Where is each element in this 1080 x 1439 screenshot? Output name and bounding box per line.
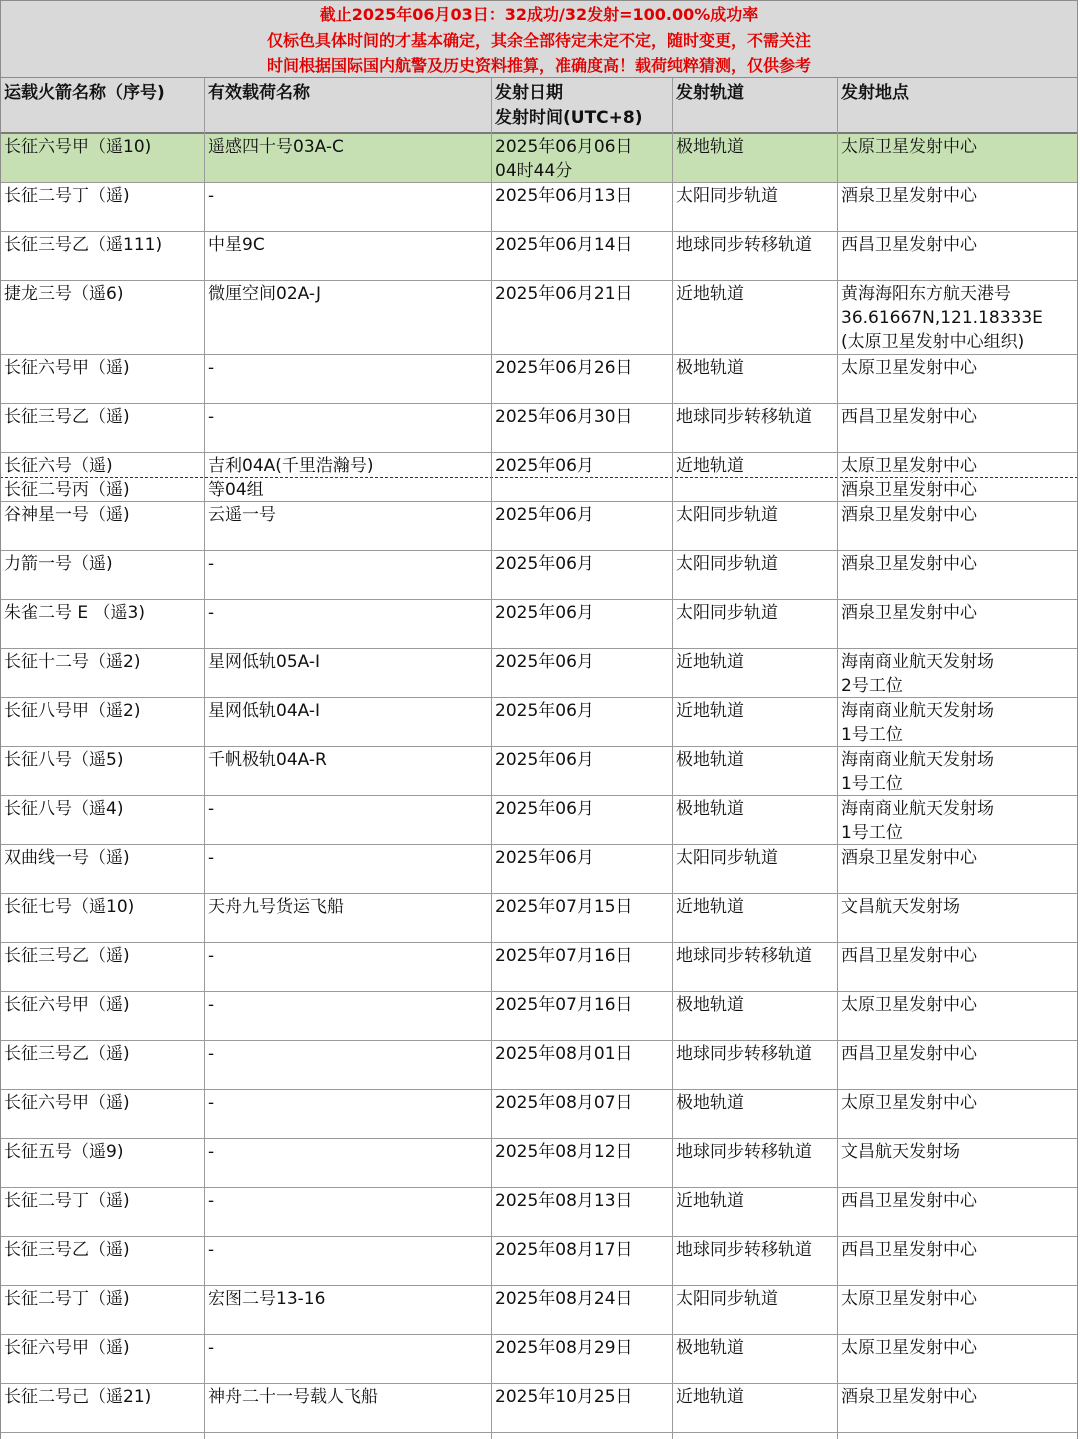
payload-text: 云遥一号 xyxy=(208,505,276,525)
notice-line-success-rate: 截止2025年06月03日：32成功/32发射=100.00%成功率 xyxy=(319,5,759,24)
column-divider xyxy=(204,78,205,1439)
table-frame xyxy=(0,78,1078,1439)
orbit-text: 极地轨道 xyxy=(676,750,744,770)
site-text: 酒泉卫星发射中心 xyxy=(841,848,977,868)
site-text: 太原卫星发射中心 xyxy=(841,1289,977,1309)
column-divider xyxy=(491,78,492,1439)
payload-text: - xyxy=(208,186,215,206)
site-text: 海南商业航天发射场 xyxy=(841,701,994,721)
orbit-text: 地球同步转移轨道 xyxy=(676,1044,812,1064)
payload-text: - xyxy=(208,1240,215,1260)
date-text: 2025年08月17日 xyxy=(495,1240,633,1260)
date-text: 2025年08月01日 xyxy=(495,1044,633,1064)
date-text: 2025年08月13日 xyxy=(495,1191,633,1211)
site-text: 酒泉卫星发射中心 xyxy=(841,505,977,525)
orbit-text: 近地轨道 xyxy=(676,284,744,304)
site-text: 酒泉卫星发射中心 xyxy=(841,554,977,574)
rocket-text: 长征六号甲（遥) xyxy=(4,995,130,1015)
date-text: 2025年07月16日 xyxy=(495,946,633,966)
site-text: 太原卫星发射中心 xyxy=(841,358,977,378)
date-text: 2025年06月14日 xyxy=(495,235,633,255)
payload-text: 千帆极轨04A-R xyxy=(208,750,327,770)
notice-banner xyxy=(0,0,1078,78)
orbit-text: 太阳同步轨道 xyxy=(676,848,778,868)
site-text: (太原卫星发射中心组织) xyxy=(841,332,1025,352)
rocket-text: 长征六号甲（遥) xyxy=(4,1338,130,1358)
site-text: 西昌卫星发射中心 xyxy=(841,1044,977,1064)
payload-text: - xyxy=(208,1142,215,1162)
site-text: 酒泉卫星发射中心 xyxy=(841,480,977,500)
date-text: 2025年06月06日 xyxy=(495,137,633,157)
payload-text: - xyxy=(208,799,215,819)
header-rocket: 运载火箭名称（序号) xyxy=(4,83,165,103)
orbit-text: 地球同步转移轨道 xyxy=(676,1142,812,1162)
site-text: 海南商业航天发射场 xyxy=(841,652,994,672)
rocket-text: 长征二号己（遥21) xyxy=(4,1387,152,1407)
orbit-text: 近地轨道 xyxy=(676,1387,744,1407)
orbit-text: 太阳同步轨道 xyxy=(676,554,778,574)
payload-text: - xyxy=(208,1191,215,1211)
date-text: 2025年06月26日 xyxy=(495,358,633,378)
header-time-label: 发射时间(UTC+8) xyxy=(495,108,643,128)
payload-text: - xyxy=(208,358,215,378)
rocket-text: 长征五号（遥9) xyxy=(4,1142,124,1162)
orbit-text: 极地轨道 xyxy=(676,1338,744,1358)
date-text: 04时44分 xyxy=(495,161,573,181)
date-text: 2025年06月 xyxy=(495,701,594,721)
date-text: 2025年06月 xyxy=(495,652,594,672)
rocket-text: 长征二号丙（遥) xyxy=(4,480,130,500)
column-divider xyxy=(837,78,838,1439)
site-text: 太原卫星发射中心 xyxy=(841,1338,977,1358)
payload-text: 吉利04A(千里浩瀚号) xyxy=(208,456,374,476)
date-text: 2025年08月12日 xyxy=(495,1142,633,1162)
rocket-text: 双曲线一号（遥) xyxy=(4,848,130,868)
payload-text: 神舟二十一号载人飞船 xyxy=(208,1387,378,1407)
payload-text: 星网低轨05A-I xyxy=(208,652,321,672)
rocket-text: 长征八号甲（遥2) xyxy=(4,701,141,721)
orbit-text: 太阳同步轨道 xyxy=(676,1289,778,1309)
header-site: 发射地点 xyxy=(841,83,909,103)
orbit-text: 地球同步转移轨道 xyxy=(676,407,812,427)
date-text: 2025年06月 xyxy=(495,505,594,525)
date-text: 2025年10月25日 xyxy=(495,1387,633,1407)
rocket-text: 长征六号（遥) xyxy=(4,456,113,476)
payload-text: - xyxy=(208,1093,215,1113)
date-text: 2025年06月13日 xyxy=(495,186,633,206)
date-text: 2025年07月16日 xyxy=(495,995,633,1015)
date-text: 2025年06月 xyxy=(495,554,594,574)
orbit-text: 太阳同步轨道 xyxy=(676,603,778,623)
payload-text: 微厘空间02A-J xyxy=(208,284,321,304)
site-text: 36.61667N,121.18333E xyxy=(841,308,1043,328)
rocket-text: 长征三号乙（遥) xyxy=(4,946,130,966)
header-orbit: 发射轨道 xyxy=(676,83,744,103)
rocket-text: 长征三号乙（遥) xyxy=(4,407,130,427)
payload-text: 遥感四十号03A-C xyxy=(208,137,344,157)
site-text: 太原卫星发射中心 xyxy=(841,456,977,476)
payload-text: - xyxy=(208,848,215,868)
rocket-text: 长征二号丁（遥) xyxy=(4,186,130,206)
orbit-text: 极地轨道 xyxy=(676,995,744,1015)
payload-text: 天舟九号货运飞船 xyxy=(208,897,344,917)
date-text: 2025年07月15日 xyxy=(495,897,633,917)
header-payload: 有效载荷名称 xyxy=(208,83,310,103)
site-text: 1号工位 xyxy=(841,725,903,745)
site-text: 太原卫星发射中心 xyxy=(841,995,977,1015)
date-text: 2025年08月29日 xyxy=(495,1338,633,1358)
orbit-text: 地球同步转移轨道 xyxy=(676,235,812,255)
site-text: 西昌卫星发射中心 xyxy=(841,235,977,255)
site-text: 太原卫星发射中心 xyxy=(841,137,977,157)
orbit-text: 极地轨道 xyxy=(676,799,744,819)
date-text: 2025年06月 xyxy=(495,799,594,819)
payload-text: - xyxy=(208,1338,215,1358)
date-text: 2025年06月 xyxy=(495,456,594,476)
site-text: 文昌航天发射场 xyxy=(841,897,960,917)
rocket-text: 长征十二号（遥2) xyxy=(4,652,141,672)
payload-text: - xyxy=(208,1044,215,1064)
site-text: 酒泉卫星发射中心 xyxy=(841,603,977,623)
date-text: 2025年08月07日 xyxy=(495,1093,633,1113)
orbit-text: 太阳同步轨道 xyxy=(676,186,778,206)
site-text: 海南商业航天发射场 xyxy=(841,799,994,819)
notice-line-disclaimer: 仅标色具体时间的才基本确定，其余全部待定未定不定，随时变更，不需关注 xyxy=(266,31,811,50)
notice-line-source: 时间根据国际国内航警及历史资料推算，准确度高！载荷纯粹猜测，仅供参考 xyxy=(266,56,811,75)
column-divider xyxy=(672,78,673,1439)
rocket-text: 力箭一号（遥) xyxy=(4,554,113,574)
rocket-text: 长征八号（遥4) xyxy=(4,799,124,819)
orbit-text: 近地轨道 xyxy=(676,456,744,476)
payload-text: 宏图二号13-16 xyxy=(208,1289,326,1309)
rocket-text: 长征三号乙（遥) xyxy=(4,1240,130,1260)
site-text: 1号工位 xyxy=(841,823,903,843)
site-text: 海南商业航天发射场 xyxy=(841,750,994,770)
site-text: 黄海海阳东方航天港号 xyxy=(841,284,1011,304)
orbit-text: 极地轨道 xyxy=(676,358,744,378)
payload-text: - xyxy=(208,603,215,623)
rocket-text: 谷神星一号（遥) xyxy=(4,505,130,525)
payload-text: - xyxy=(208,407,215,427)
date-text: 2025年06月 xyxy=(495,848,594,868)
rocket-text: 捷龙三号（遥6) xyxy=(4,284,124,304)
payload-text: 等04组 xyxy=(208,480,264,500)
date-text: 2025年06月21日 xyxy=(495,284,633,304)
orbit-text: 近地轨道 xyxy=(676,701,744,721)
orbit-text: 近地轨道 xyxy=(676,652,744,672)
rocket-text: 长征七号（遥10) xyxy=(4,897,135,917)
payload-text: 星网低轨04A-I xyxy=(208,701,321,721)
payload-text: - xyxy=(208,554,215,574)
date-text: 2025年06月30日 xyxy=(495,407,633,427)
rocket-text: 长征六号甲（遥) xyxy=(4,358,130,378)
site-text: 2号工位 xyxy=(841,676,903,696)
orbit-text: 地球同步转移轨道 xyxy=(676,1240,812,1260)
rocket-text: 长征三号乙（遥) xyxy=(4,1044,130,1064)
site-text: 西昌卫星发射中心 xyxy=(841,1240,977,1260)
site-text: 西昌卫星发射中心 xyxy=(841,1191,977,1211)
orbit-text: 极地轨道 xyxy=(676,1093,744,1113)
date-text: 2025年06月 xyxy=(495,750,594,770)
rocket-text: 长征六号甲（遥) xyxy=(4,1093,130,1113)
orbit-text: 近地轨道 xyxy=(676,1191,744,1211)
date-text: 2025年06月 xyxy=(495,603,594,623)
site-text: 西昌卫星发射中心 xyxy=(841,407,977,427)
site-text: 酒泉卫星发射中心 xyxy=(841,186,977,206)
rocket-text: 长征三号乙（遥111) xyxy=(4,235,163,255)
payload-text: - xyxy=(208,946,215,966)
rocket-text: 长征二号丁（遥) xyxy=(4,1289,130,1309)
site-text: 太原卫星发射中心 xyxy=(841,1093,977,1113)
site-text: 酒泉卫星发射中心 xyxy=(841,1387,977,1407)
rocket-text: 长征八号（遥5) xyxy=(4,750,124,770)
rocket-text: 长征二号丁（遥) xyxy=(4,1191,130,1211)
site-text: 西昌卫星发射中心 xyxy=(841,946,977,966)
payload-text: - xyxy=(208,995,215,1015)
rocket-text: 长征六号甲（遥10) xyxy=(4,137,152,157)
rocket-text: 朱雀二号 E （遥3) xyxy=(4,603,145,623)
site-text: 1号工位 xyxy=(841,774,903,794)
orbit-text: 太阳同步轨道 xyxy=(676,505,778,525)
payload-text: 中星9C xyxy=(208,235,265,255)
header-date-label: 发射日期 xyxy=(495,83,563,103)
orbit-text: 近地轨道 xyxy=(676,897,744,917)
orbit-text: 地球同步转移轨道 xyxy=(676,946,812,966)
orbit-text: 极地轨道 xyxy=(676,137,744,157)
date-text: 2025年08月24日 xyxy=(495,1289,633,1309)
site-text: 文昌航天发射场 xyxy=(841,1142,960,1162)
